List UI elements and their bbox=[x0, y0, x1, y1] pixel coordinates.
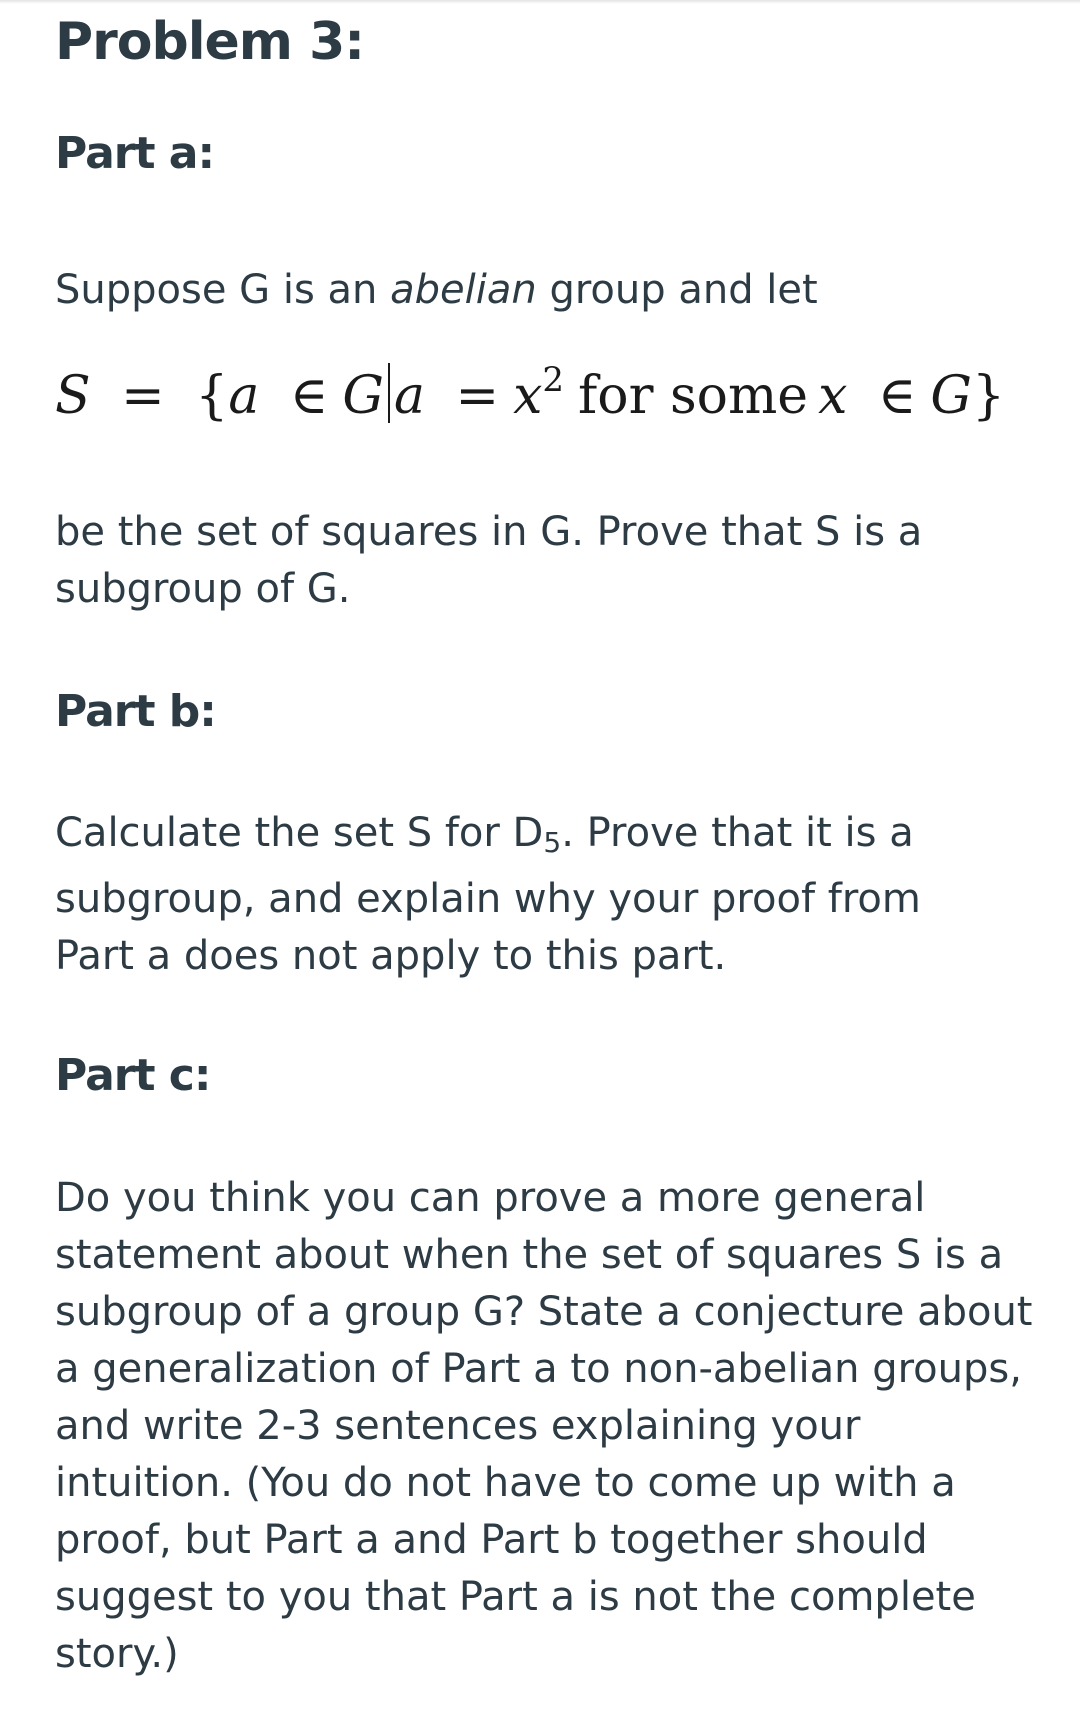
math-var-a: a bbox=[228, 366, 260, 426]
part-a-heading: Part a: bbox=[55, 128, 215, 179]
math-element-of-2: ∈ bbox=[877, 366, 917, 426]
problem-title: Problem 3: bbox=[55, 12, 365, 72]
math-var-x-2: x bbox=[818, 366, 848, 426]
top-divider bbox=[0, 0, 1080, 4]
math-open-brace: { bbox=[195, 366, 229, 426]
math-var-x: x bbox=[513, 366, 543, 426]
math-lhs: S bbox=[55, 366, 91, 426]
math-such-that-bar bbox=[388, 363, 390, 423]
math-for-some: for some bbox=[578, 366, 809, 426]
part-b-text-suffix: . Prove that it is a subgroup, and explain why your proof from Part a does not apply to this part. bbox=[55, 810, 921, 979]
part-a-statement: be the set of squares in G. Prove that S is a subgroup of G. bbox=[55, 509, 923, 612]
math-var-a-2: a bbox=[393, 366, 425, 426]
part-a-intro-suffix: group and let bbox=[536, 267, 818, 313]
part-b-heading: Part b: bbox=[55, 686, 216, 737]
part-a-intro bbox=[55, 262, 1045, 319]
part-c-text: Do you think you can prove a more general statement about when the set of squares S is a subgroup of a group G? State a conjecture about a generalization of Part a to non-abelian groups, and write 2-3 sentences explaining your intuition. (You do not have to come up with a proof, but Part a and Part b together should suggest to you that Part a is not the complete story.) bbox=[55, 1175, 1033, 1677]
math-group-2: G bbox=[930, 366, 972, 426]
part-a-intro-emphasis: abelian bbox=[390, 267, 537, 313]
math-equals: = bbox=[121, 366, 165, 426]
part-b-subscript: 5 bbox=[543, 826, 562, 859]
math-close-brace: } bbox=[971, 366, 1006, 426]
set-definition-formula bbox=[55, 360, 1005, 426]
part-b-text-prefix: Calculate the set S for D bbox=[55, 810, 544, 856]
math-exponent: 2 bbox=[542, 360, 565, 400]
part-b-text bbox=[55, 805, 985, 985]
math-element-of: ∈ bbox=[289, 366, 329, 426]
math-group: G bbox=[342, 366, 384, 426]
part-c-heading: Part c: bbox=[55, 1050, 211, 1101]
part-a-intro-prefix: Suppose G is an bbox=[55, 267, 391, 313]
math-equals-2: = bbox=[455, 366, 500, 426]
